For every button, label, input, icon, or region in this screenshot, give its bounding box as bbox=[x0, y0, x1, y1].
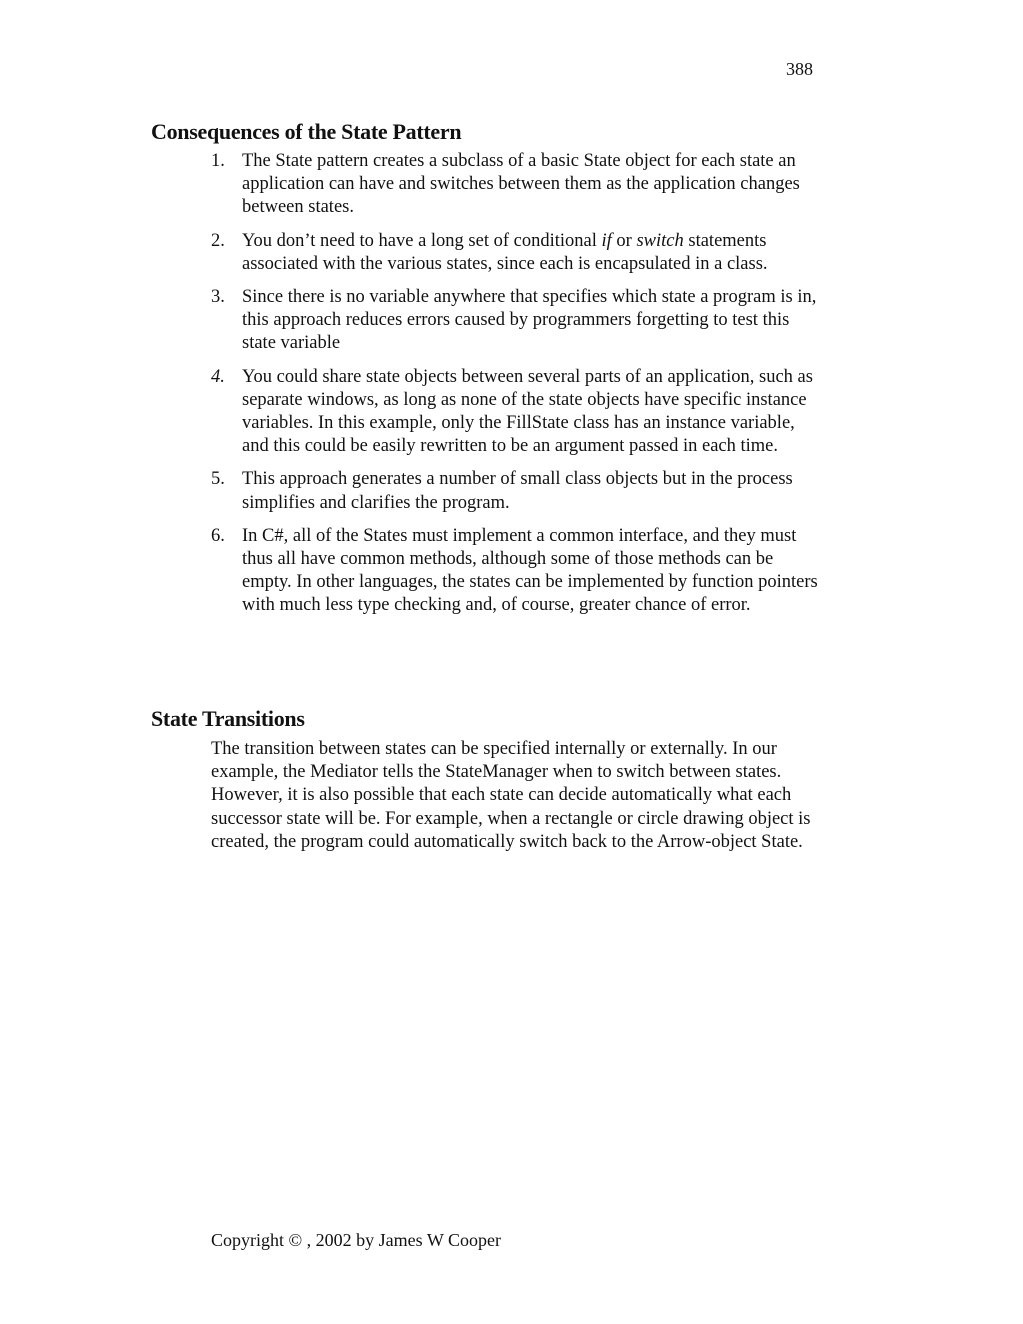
list-item-number: 6. bbox=[211, 525, 225, 546]
consequences-list bbox=[211, 150, 821, 628]
list-item-text: In C#, all of the States must implement a common interface, and they must thus all have common methods, although some of those methods can be empty. In other languages, the states can be implemented by function pointers with much less type checking and, of course, greater chance of error. bbox=[242, 525, 818, 616]
keyword-if: if bbox=[601, 230, 612, 251]
keyword-switch: switch bbox=[636, 230, 684, 251]
list-item-number: 5. bbox=[211, 469, 225, 490]
list-item bbox=[211, 525, 821, 618]
list-item bbox=[211, 150, 821, 220]
list-item-number: 3. bbox=[211, 287, 225, 308]
list-item bbox=[211, 230, 821, 276]
list-item bbox=[211, 366, 821, 459]
list-item-text bbox=[242, 231, 768, 274]
list-item-text: The State pattern creates a subclass of a basic State object for each state an application can have and switches between them as the application changes between states. bbox=[242, 151, 800, 218]
list-item-text: This approach generates a number of small class objects but in the process simplifies and clarifies the program. bbox=[242, 469, 793, 513]
copyright-footer: Copyright © , 2002 by James W Cooper bbox=[211, 1230, 501, 1250]
page-number: 388 bbox=[786, 59, 813, 79]
section-heading-state-transitions: State Transitions bbox=[151, 706, 305, 731]
state-transitions-paragraph: The transition between states can be specified internally or externally. In our example, the Mediator tells the StateManager when to switch between states. However, it is also possible that each state can decide automatically what each successor state will be. For example, when a rectangle or circle drawing object is created, the program could automatically switch back to the Arrow-object State. bbox=[211, 739, 811, 852]
list-item bbox=[211, 286, 821, 356]
list-item-text-before: You don’t need to have a long set of conditional bbox=[242, 230, 602, 251]
list-item-text: Since there is no variable anywhere that specifies which state a program is in, this approach reduces errors caused by programmers forgetting to test this state variable bbox=[242, 287, 817, 354]
list-item-text-after: statements associated with the various states, since each is encapsulated in a class. bbox=[242, 230, 768, 274]
list-item-text: You could share state objects between several parts of an application, such as separate windows, as long as none of the state objects have specific instance variables. In this example, only the FillState class has an instance variable, and this could be easily rewritten to be an argument passed in each time. bbox=[242, 366, 813, 457]
section-heading-consequences: Consequences of the State Pattern bbox=[151, 119, 462, 144]
list-item bbox=[211, 468, 821, 514]
list-item-number: 1. bbox=[211, 151, 225, 171]
list-item-number: 4. bbox=[211, 366, 225, 387]
list-item-number: 2. bbox=[211, 230, 225, 251]
list-item-text-middle: or bbox=[611, 230, 637, 251]
